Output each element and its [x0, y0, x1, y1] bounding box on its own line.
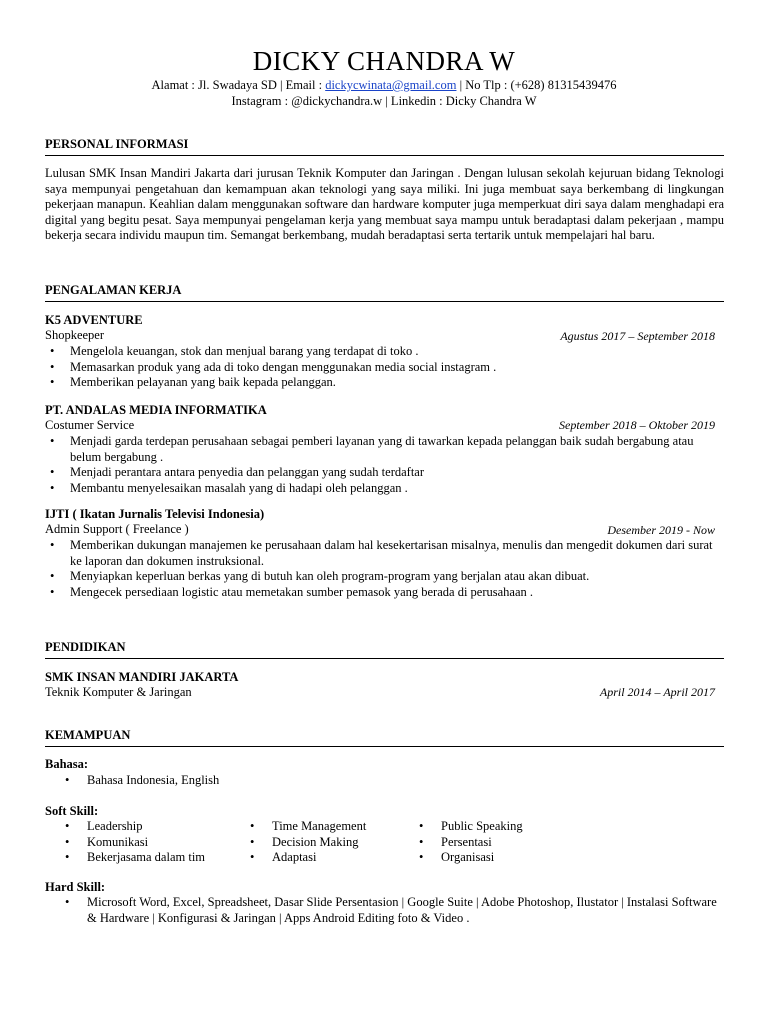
job-duties	[45, 434, 725, 496]
soft-skill-column-2	[247, 819, 417, 866]
job-period: Agustus 2017 – September 2018	[560, 329, 715, 343]
section-title-experience: PENGALAMAN KERJA	[45, 283, 724, 302]
list-item: • Decision Making	[247, 835, 417, 851]
school-period: April 2014 – April 2017	[599, 685, 715, 699]
job-duties	[45, 344, 725, 391]
list-item: • Menjadi perantara antara penyedia dan pelanggan yang sudah terdaftar	[45, 465, 725, 481]
soft-skill-label: Soft Skill:	[45, 804, 99, 818]
email-link[interactable]: dickycwinata@gmail.com	[325, 78, 457, 92]
job-role: Costumer Service	[45, 418, 135, 432]
school-name: SMK INSAN MANDIRI JAKARTA	[45, 670, 239, 684]
contact-prefix: Alamat : Jl. Swadaya SD | Email :	[151, 78, 326, 92]
job-period: September 2018 – Oktober 2019	[559, 418, 715, 432]
job-company: IJTI ( Ikatan Jurnalis Televisi Indonesia)	[45, 507, 265, 521]
list-item: • Memberikan dukungan manajemen ke perusahaan dalam hal kesekertarisan misalnya, menulis dan mengedit dokumen dari surat ke laporan dan dokumen instruksional.	[45, 538, 725, 569]
list-item: • Mengecek persediaan logistic atau memetakan sumber pemasok yang berada di perusahaan .	[45, 585, 725, 601]
list-item: • Public Speaking	[416, 819, 586, 835]
soft-skill-column-1	[62, 819, 242, 866]
job-duties	[45, 538, 725, 600]
social-line: Instagram : @dickychandra.w | Linkedin : Dicky Chandra W	[231, 94, 537, 108]
hard-skill-label: Hard Skill:	[45, 880, 106, 894]
list-item: • Memasarkan produk yang ada di toko dengan menggunakan media social instagram .	[45, 360, 725, 376]
hard-skill-list	[62, 895, 724, 926]
job-role: Admin Support ( Freelance )	[45, 522, 189, 536]
section-title-education: PENDIDIKAN	[45, 640, 724, 659]
list-item: • Menyiapkan keperluan berkas yang di butuh kan oleh program-program yang berjalan atau akan dibuat.	[45, 569, 725, 585]
section-title-personal: PERSONAL INFORMASI	[45, 137, 724, 156]
job-role: Shopkeeper	[45, 328, 105, 342]
list-item: • Mengelola keuangan, stok dan menjual barang yang terdapat di toko .	[45, 344, 725, 360]
list-item: • Memberikan pelayanan yang baik kepada pelanggan.	[45, 375, 725, 391]
job-company: K5 ADVENTURE	[45, 313, 143, 327]
section-title-skills: KEMAMPUAN	[45, 728, 724, 747]
contact-suffix: | No Tlp : (+628) 81315439476	[456, 78, 617, 92]
personal-summary: Lulusan SMK Insan Mandiri Jakarta dari jurusan Teknik Komputer dan Jaringan . Dengan lulusan sekolah kejuruan bidang Teknologi saya mempunyai pengetahuan dan kemampuan akan teknologi yang saya miliki. Ini juga membuat saya berkembang di lingkungan pekerjaan manapun. Keahlian dalam menggunakan software dan hardware komputer juga memperkuat diri saya dalam menghadapi era digital yang begitu pesat. Saya mempunyai pengelaman kerja yang membuat saya mampu untuk beradaptasi dalam pekerjaan , mampu bekerja secara individu maupun tim. Semangat berkembang, mudah beradaptasi serta tertarik untuk mempelajari hal baru.	[45, 166, 724, 242]
list-item: • Time Management	[247, 819, 417, 835]
language-list	[62, 773, 219, 789]
job-period: Desember 2019 - Now	[607, 523, 715, 537]
list-item: • Adaptasi	[247, 850, 417, 866]
list-item: • Organisasi	[416, 850, 586, 866]
list-item: • Leadership	[62, 819, 242, 835]
list-item: • Komunikasi	[62, 835, 242, 851]
list-item: • Microsoft Word, Excel, Spreadsheet, Dasar Slide Persentasion | Google Suite | Adobe Photoshop, Ilustator | Instalasi Software & Hardware | Konfigurasi & Jaringan | Apps Android Editing foto & Video .	[62, 895, 724, 926]
contact-line	[0, 78, 768, 94]
language-label: Bahasa:	[45, 757, 89, 771]
list-item: • Membantu menyelesaikan masalah yang di hadapi oleh pelanggan .	[45, 481, 725, 497]
list-item: • Bahasa Indonesia, English	[62, 773, 219, 789]
job-company: PT. ANDALAS MEDIA INFORMATIKA	[45, 403, 267, 417]
list-item: • Persentasi	[416, 835, 586, 851]
list-item: • Menjadi garda terdepan perusahaan sebagai pemberi layanan yang di tawarkan kepada pelanggan baik sudah bergabung atau belum bergabung .	[45, 434, 725, 465]
candidate-name: DICKY CHANDRA W	[252, 46, 516, 76]
list-item: • Bekerjasama dalam tim	[62, 850, 242, 866]
soft-skill-column-3	[416, 819, 586, 866]
school-major: Teknik Komputer & Jaringan	[45, 685, 192, 699]
